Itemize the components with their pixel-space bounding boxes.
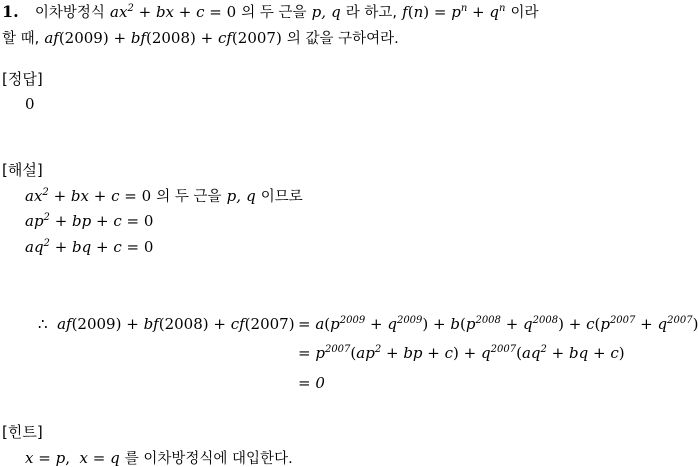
question-text: 의 값을 구하여라. (286, 31, 399, 47)
question-text: 이차방정식 (34, 5, 105, 21)
hint-line (25, 450, 293, 467)
therefore-symbol: ∴ (38, 315, 48, 333)
calc-step-3: = 0 (298, 374, 325, 392)
root-q: q (331, 3, 341, 21)
explanation-text: 이므로 (260, 189, 303, 205)
target-expression: af(2009) + bf(2008) + cf(2007) (44, 29, 282, 47)
root-q: q (246, 187, 256, 205)
hint-equation: x = p, x = q (25, 449, 120, 467)
hint-text: 를 이차방정식에 대입한다. (124, 451, 293, 467)
question-number: 1. (2, 2, 19, 21)
question-text: 이라 (510, 5, 539, 21)
question-line-1 (2, 4, 539, 21)
root-p: p, (226, 187, 241, 205)
equation: $ax^2$ + bx + c = 0 (110, 3, 237, 21)
equation: $ax^2$ + bx + c = 0 (25, 187, 152, 205)
equation-p: $ap^2$ + bp + c = 0 (25, 212, 154, 230)
explanation-text: 의 두 근을 (156, 189, 222, 205)
equation-q: $aq^2$ + bq + c = 0 (25, 238, 154, 256)
explanation-line-1 (25, 188, 303, 205)
question-text: 할 때, (2, 31, 40, 47)
function-definition: $f(n) = p^n + q^n$ (402, 3, 506, 21)
question-line-2 (2, 30, 399, 47)
calc-lhs: ∴ af(2009) + bf(2008) + cf(2007) (38, 315, 295, 333)
calc-step-1: = $a(p^{2009} + q^{2009}) + b(p^{2008} + q^{2008}) + c(p^{2007} + q^{2007})$ (298, 315, 698, 333)
root-p: p, (311, 3, 326, 21)
explanation-label: [해설] (2, 161, 43, 179)
answer-value: 0 (25, 95, 35, 113)
answer-label: [정답] (2, 70, 43, 88)
question-text: 라 하고, (345, 5, 398, 21)
calc-step-2: = $p^{2007}(ap^2$ + bp + $c) + q^{2007}(aq^2$ + bq + c) (298, 344, 625, 362)
question-text: 의 두 근을 (241, 5, 307, 21)
hint-label: [힌트] (2, 423, 43, 441)
